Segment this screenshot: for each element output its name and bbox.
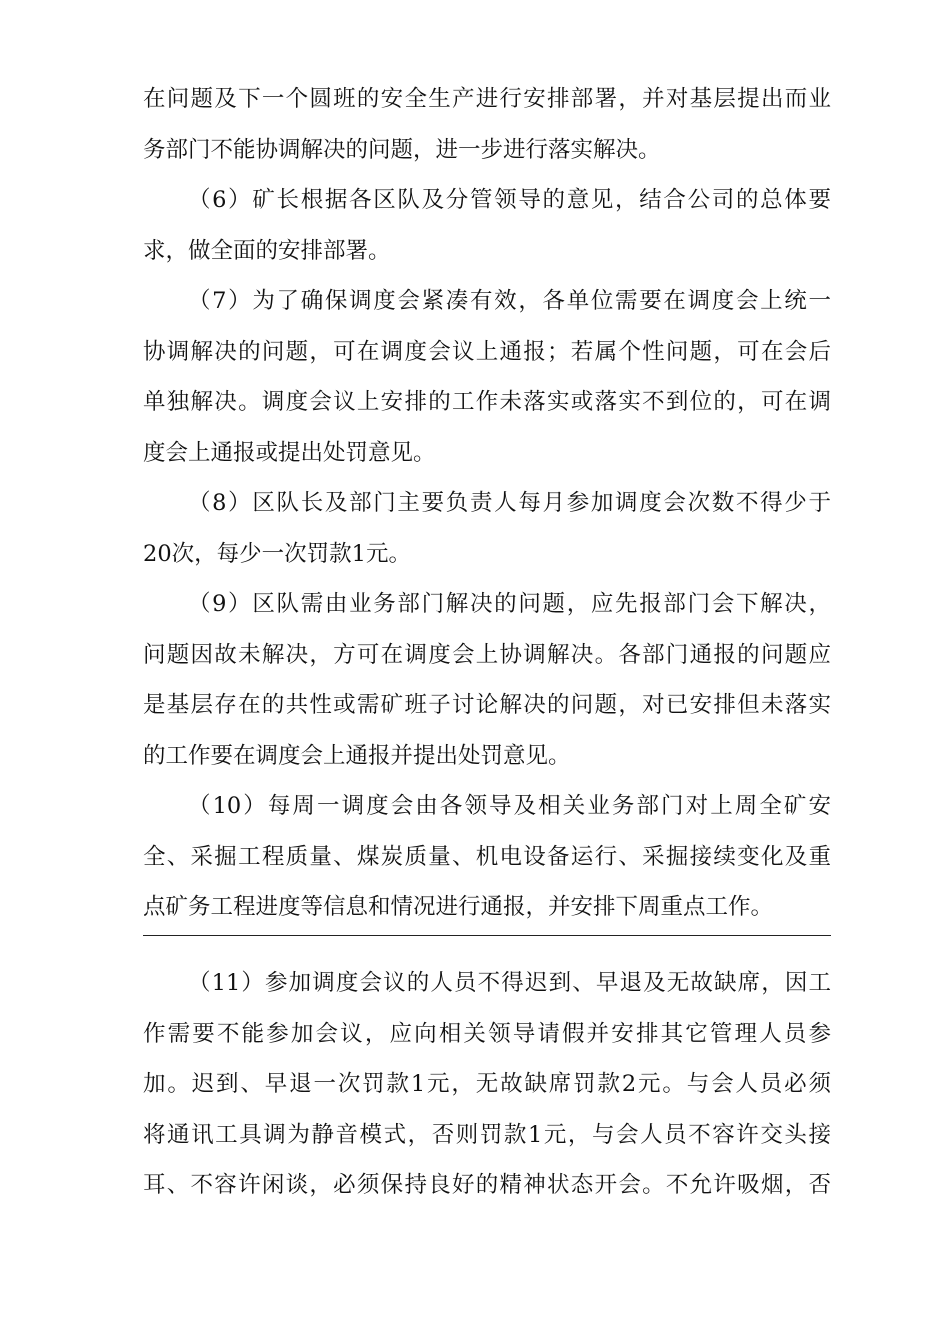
paragraph-line: 在问题及下一个圆班的安全生产进行安排部署，并对基层提出而业 bbox=[143, 86, 831, 112]
page-divider bbox=[143, 935, 831, 936]
paragraph-line: 问题因故未解决，方可在调度会上协调解决。各部门通报的问题应 bbox=[143, 641, 831, 668]
paragraph-line: 加。迟到、早退一次罚款1元，无故缺席罚款2元。与会人员必须 bbox=[143, 1071, 831, 1097]
paragraph-line: （6）矿长根据各区队及分管领导的意见，结合公司的总体要 bbox=[188, 187, 831, 213]
document-body-lower bbox=[143, 958, 831, 1211]
paragraph-line: （11）参加调度会议的人员不得迟到、早退及无故缺席，因工 bbox=[188, 970, 831, 996]
paragraph-line: 将通讯工具调为静音模式，否则罚款1元，与会人员不容许交头接 bbox=[143, 1121, 831, 1148]
paragraph-line: 单独解决。调度会议上安排的工作未落实或落实不到位的，可在调 bbox=[143, 389, 831, 415]
paragraph-line: （7）为了确保调度会紧凑有效，各单位需要在调度会上统一 bbox=[188, 288, 831, 314]
paragraph-line: 是基层存在的共性或需矿班子讨论解决的问题，对已安排但未落实 bbox=[143, 692, 831, 718]
paragraph-line: 耳、不容许闲谈，必须保持良好的精神状态开会。不允许吸烟，否 bbox=[143, 1172, 831, 1198]
paragraph-line: （8）区队长及部门主要负责人每月参加调度会次数不得少于 bbox=[188, 490, 831, 516]
paragraph-line: 全、采掘工程质量、煤炭质量、机电设备运行、采掘接续变化及重 bbox=[143, 843, 831, 870]
document-body-upper bbox=[143, 74, 831, 933]
paragraph-line: 务部门不能协调解决的问题，进一步进行落实解决。 bbox=[143, 136, 661, 163]
paragraph-line: 协调解决的问题，可在调度会议上通报；若属个性问题，可在会后 bbox=[143, 338, 831, 365]
paragraph-line: 点矿务工程进度等信息和情况进行通报，并安排下周重点工作。 bbox=[143, 894, 774, 920]
paragraph-line: （9）区队需由业务部门解决的问题，应先报部门会下解决， bbox=[188, 591, 831, 617]
paragraph-line: 作需要不能参加会议，应向相关领导请假并安排其它管理人员参 bbox=[143, 1020, 831, 1047]
paragraph-line: 的工作要在调度会上通报并提出处罚意见。 bbox=[143, 742, 571, 769]
paragraph-line: 求，做全面的安排部署。 bbox=[143, 237, 391, 264]
paragraph-line: 度会上通报或提出处罚意见。 bbox=[143, 439, 436, 466]
paragraph-line: 20次，每少一次罚款1元。 bbox=[143, 540, 411, 567]
paragraph-line: （10）每周一调度会由各领导及相关业务部门对上周全矿安 bbox=[188, 793, 831, 819]
